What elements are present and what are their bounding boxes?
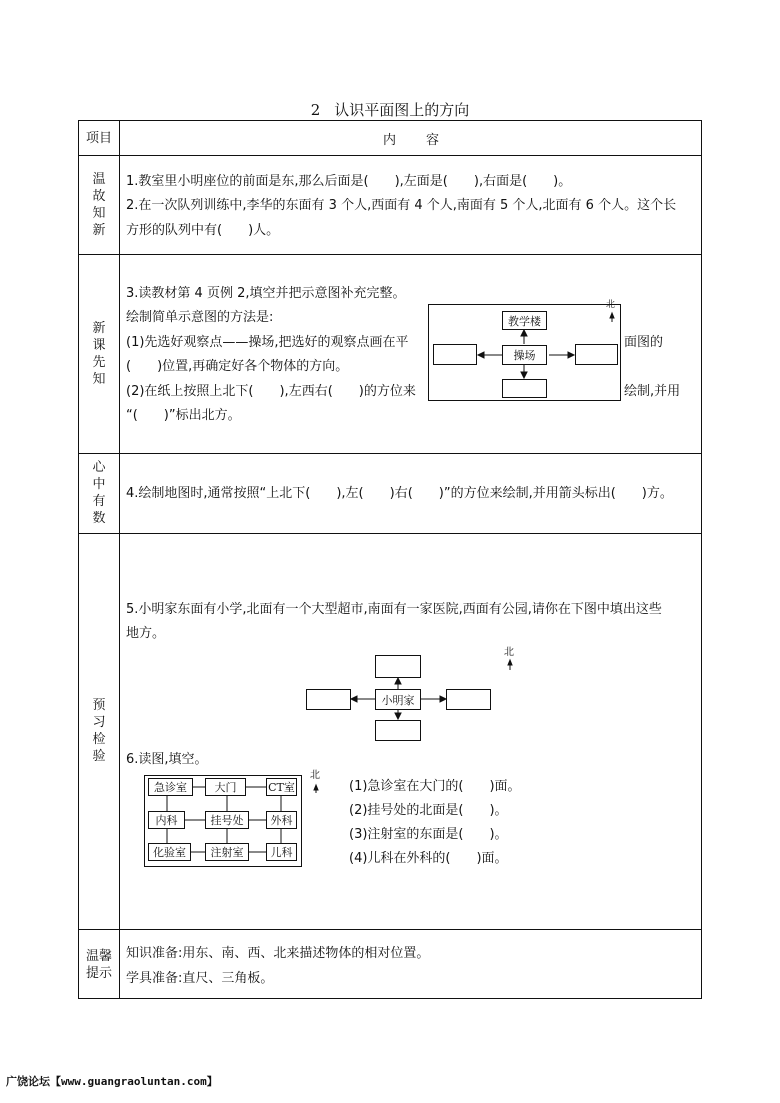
laboratory: 化验室 (148, 843, 191, 861)
question-6: 6.读图,填空。 (126, 752, 208, 767)
emergency-room: 急诊室 (148, 778, 193, 796)
question-5-line1: 5.小明家东面有小学,北面有一个大型超市,南面有一家医院,西面有公园,请你在下图中填出这些 (126, 602, 662, 617)
question-4: 4.绘制地图时,通常按照“上北下( ),左( )右( )”的方位来绘制,并用箭头标出( )方。 (126, 486, 673, 501)
step-1-line1: (1)先选好观察点——操场,把选好的观察点画在平 (126, 335, 409, 350)
surgery: 外科 (266, 811, 297, 829)
north-label: 北 (310, 770, 320, 781)
grid-question-4: (4)儿科在外科的( )面。 (349, 851, 508, 866)
section-label-tips: 温馨提示 (85, 948, 112, 981)
step-2-line1: (2)在纸上按照上北下( ),左西右( )的方位来 (126, 384, 416, 399)
playground-center-box: 操场 (502, 345, 547, 365)
tip-tools: 学具准备:直尺、三角板。 (126, 971, 274, 986)
question-3: 3.读教材第 4 页例 2,填空并把示意图补充完整。 (126, 286, 406, 301)
question-5-line2: 地方。 (126, 626, 166, 641)
footer-site: 广饶论坛 (6, 1075, 50, 1088)
internal-medicine: 内科 (148, 811, 185, 829)
footer-url[interactable]: 【www.guangraoluntan.com】 (50, 1075, 218, 1088)
footer (6, 1073, 218, 1089)
teaching-building-box: 教学楼 (502, 311, 547, 330)
north-label: 北 (606, 300, 616, 310)
grid-question-1: (1)急诊室在大门的( )面。 (349, 779, 521, 794)
title-text: 认识平面图上的方向 (334, 101, 470, 119)
pediatrics: 儿科 (266, 843, 297, 861)
section-label-new: 新课先知 (92, 320, 106, 387)
method-heading: 绘制简单示意图的方法是: (126, 310, 274, 325)
north-label: 北 (504, 647, 514, 658)
grid-question-2: (2)挂号处的北面是( )。 (349, 803, 508, 818)
tip-knowledge: 知识准备:用东、南、西、北来描述物体的相对位置。 (126, 946, 430, 961)
step-2-line1-end: 绘制,并用 (624, 384, 681, 399)
step-1-line2: ( )位置,再确定好各个物体的方向。 (126, 359, 349, 374)
header-item-label: 项目 (85, 130, 112, 146)
question-2-line1: 2.在一次队列训练中,李华的东面有 3 个人,西面有 4 个人,南面有 5 个人,北面有 6 个人。这个长 (126, 198, 677, 213)
question-2-line2: 方形的队列中有( )人。 (126, 223, 280, 238)
grid-question-3: (3)注射室的东面是( )。 (349, 827, 508, 842)
section-label-heart: 心中有数 (92, 460, 106, 526)
header-content-label: 内容 (382, 132, 469, 148)
xiaoming-home-box: 小明家 (375, 689, 421, 710)
step-1-line1-end: 面图的 (624, 335, 664, 350)
title-number: 2 (310, 101, 321, 119)
main-gate: 大门 (205, 778, 246, 796)
injection-room: 注射室 (205, 843, 249, 861)
step-2-line2: “( )”标出北方。 (126, 408, 241, 423)
question-1: 1.教室里小明座位的前面是东,那么后面是( ),左面是( ),右面是( )。 (126, 174, 572, 189)
ct-room: CT室 (266, 778, 297, 796)
section-label-preview: 预习检验 (92, 698, 106, 764)
section-label-review: 温故知新 (92, 171, 106, 238)
registration: 挂号处 (205, 811, 249, 829)
